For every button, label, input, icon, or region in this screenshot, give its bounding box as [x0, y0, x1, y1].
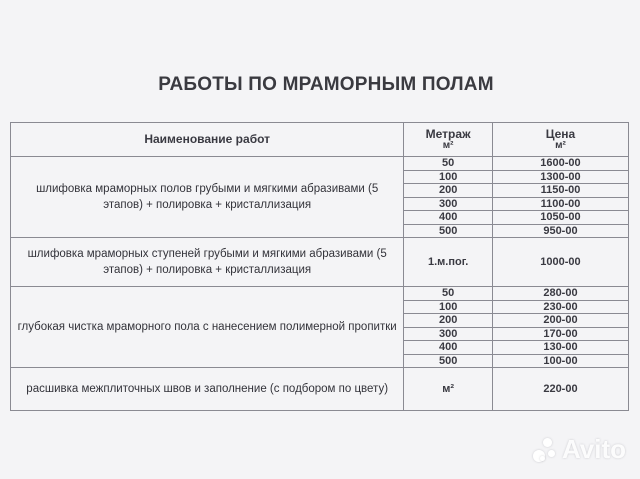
meter-cell: 500 [404, 354, 493, 368]
meter-cell: 200 [404, 184, 493, 198]
price-cell: 950-00 [492, 224, 628, 238]
work-description: шлифовка мраморных полов грубыми и мягкими абразивами (5 этапов) + полировка + кристаллизация [11, 157, 404, 238]
price-cell: 1000-00 [492, 238, 628, 287]
price-cell: 1600-00 [492, 157, 628, 171]
price-cell: 130-00 [492, 341, 628, 355]
price-cell: 1300-00 [492, 170, 628, 184]
table-row [11, 157, 629, 171]
price-cell: 170-00 [492, 327, 628, 341]
header-work-name: Наименование работ [11, 123, 404, 157]
table-row [11, 238, 629, 287]
price-cell: 1100-00 [492, 197, 628, 211]
avito-watermark [531, 434, 626, 465]
price-table [10, 122, 629, 411]
price-cell: 230-00 [492, 300, 628, 314]
meter-cell: 400 [404, 341, 493, 355]
price-cell: 220-00 [492, 368, 628, 411]
price-cell: 200-00 [492, 314, 628, 328]
table-row [11, 368, 629, 411]
meter-cell: 500 [404, 224, 493, 238]
meter-cell: 1.м.пог. [404, 238, 493, 287]
work-description: расшивка межплиточных швов и заполнение (с подбором по цвету) [11, 368, 404, 411]
meter-cell: 300 [404, 197, 493, 211]
page-title: РАБОТЫ ПО МРАМОРНЫМ ПОЛАМ [158, 74, 494, 95]
price-cell: 280-00 [492, 287, 628, 301]
meter-cell: 200 [404, 314, 493, 328]
price-cell: 1150-00 [492, 184, 628, 198]
meter-cell: м² [404, 368, 493, 411]
meter-cell: 100 [404, 300, 493, 314]
table-header-row [11, 123, 629, 157]
avito-logo-text: Avito [561, 434, 626, 464]
meter-cell: 400 [404, 211, 493, 225]
header-price: Цена м² [492, 123, 628, 157]
price-cell: 100-00 [492, 354, 628, 368]
header-meter: Метраж м² [404, 123, 493, 157]
meter-cell: 50 [404, 287, 493, 301]
work-description: глубокая чистка мраморного пола с нанесением полимерной пропитки [11, 287, 404, 368]
meter-cell: 100 [404, 170, 493, 184]
work-description: шлифовка мраморных ступеней грубыми и мягкими абразивами (5 этапов) + полировка + кристаллизация [11, 238, 404, 287]
meter-cell: 50 [404, 157, 493, 171]
avito-dots-icon [531, 436, 559, 464]
meter-cell: 300 [404, 327, 493, 341]
price-cell: 1050-00 [492, 211, 628, 225]
table-row [11, 287, 629, 301]
